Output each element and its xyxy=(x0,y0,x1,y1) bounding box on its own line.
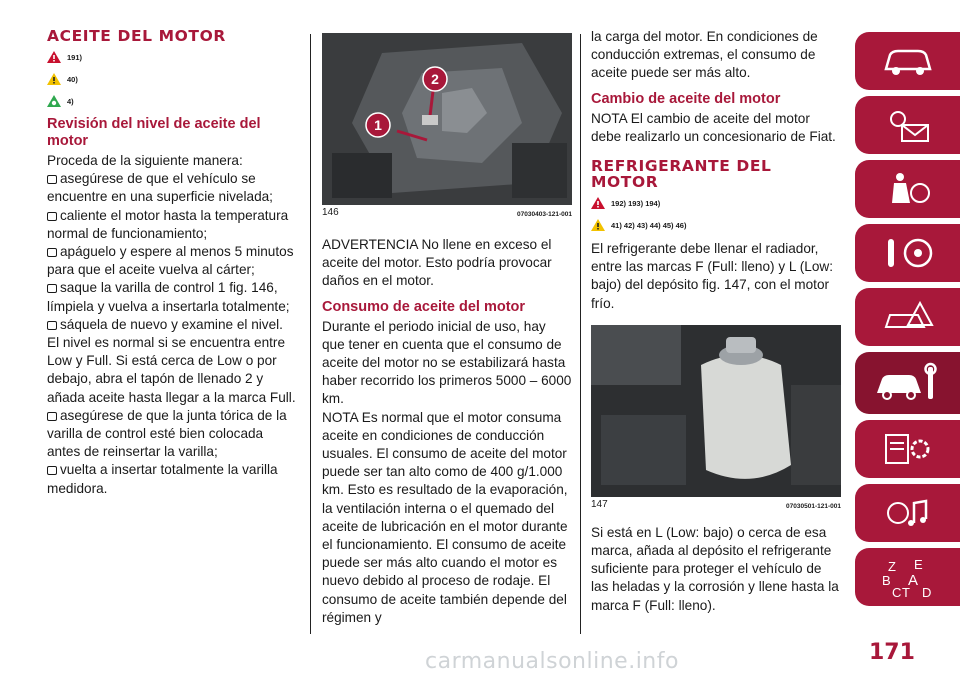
cambio-text: NOTA El cambio de aceite del motor debe realizarlo un concesionario de Fiat. xyxy=(591,110,836,144)
maintenance-icon xyxy=(873,361,943,405)
svg-text:Z: Z xyxy=(887,559,896,574)
svg-text:B: B xyxy=(881,573,891,588)
multimedia-icon xyxy=(878,493,938,533)
tab-index[interactable] xyxy=(855,548,960,606)
warning-triangle-yellow-icon xyxy=(591,219,605,231)
tab-multimedia[interactable] xyxy=(855,484,960,542)
chapter-tabs xyxy=(855,32,960,612)
tab-emergency[interactable] xyxy=(855,288,960,346)
step-item: asegúrese de que el vehículo se encuentre en una superficie nivelada; xyxy=(47,170,297,206)
figure-caption xyxy=(322,207,572,218)
figure-code: 07030403-121-001 xyxy=(517,211,572,218)
warning-red: 191) xyxy=(47,50,297,64)
column-divider xyxy=(310,34,311,634)
coolant-reservoir-illustration xyxy=(591,325,841,497)
figure-147-coolant-photo xyxy=(591,325,841,497)
tab-dashboard-lights[interactable] xyxy=(855,96,960,154)
continuation-text: la carga del motor. En condiciones de conducción extremas, el consumo de aceite puede ser más alto. xyxy=(591,29,818,81)
column-right xyxy=(591,28,841,615)
warning-triangle-red-icon xyxy=(591,197,605,209)
step-item: sáquela de nuevo y examine el nivel. xyxy=(47,316,297,334)
step-item: saque la varilla de control 1 fig. 146, límpiela y vuelva a insertarla totalmente; xyxy=(47,279,297,315)
warning-yellow: 41) 42) 43) 44) 45) 46) xyxy=(591,218,841,232)
figure-code: 07030501-121-001 xyxy=(786,502,841,510)
refri-p1: El refrigerante debe llenar el radiador, entre las marcas F (Full: lleno) y L (Low: bajo) del depósito fig. 147, con el motor frío. xyxy=(591,241,833,311)
column-middle xyxy=(322,33,572,627)
step-item: vuelta a insertar totalmente la varilla medidora. xyxy=(47,461,297,497)
figure-caption xyxy=(591,499,841,510)
svg-text:C: C xyxy=(891,585,901,599)
tab-car[interactable] xyxy=(855,32,960,90)
tab-starting-driving[interactable] xyxy=(855,224,960,282)
emergency-icon xyxy=(878,297,938,337)
tab-maintenance[interactable] xyxy=(855,352,960,414)
step-item: asegúrese de que la junta tórica de la varilla de control esté bien colocada antes de reinsertar la varilla; xyxy=(47,407,297,462)
starting-driving-icon xyxy=(878,233,938,273)
safety-icon xyxy=(878,169,938,209)
figure-number: 147 xyxy=(591,498,608,510)
engine-illustration xyxy=(322,33,572,205)
consumo-p2: NOTA Es normal que el motor consuma aceite en condiciones de conducción usuales. El consumo de aceite del motor puede ser tan alto como de 400 g/1.000 km. Esto es resultado de la evaporación, la ventilación interna o el quemado del aceite de lubricación en el motor durante el funcionamiento. El consumo de aceite puede ser más alto cuando el motor es nuevo debido al proceso de rodaje. El consumo de aceite también depende del régimen y xyxy=(322,409,568,625)
technical-data-icon xyxy=(878,429,938,469)
callout-1: 1 xyxy=(374,117,382,133)
column-divider xyxy=(580,34,581,634)
tab-technical-data[interactable] xyxy=(855,420,960,478)
step-item: caliente el motor hasta la temperatura normal de funcionamiento; xyxy=(47,207,297,243)
car-icon xyxy=(878,41,938,81)
page-number: 171 xyxy=(869,640,915,665)
warning-green: 4) xyxy=(47,94,297,108)
svg-text:E: E xyxy=(913,557,923,572)
consumo-p1: Durante el periodo inicial de uso, hay que tener en cuenta que el consumo de aceite del motor no se estabilizará hasta haber recorrido los primeros 5000 – 6000 km. xyxy=(322,318,572,407)
subsection-title-revision: Revisión del nivel de aceite del motor xyxy=(47,116,261,149)
figure-146-engine-photo xyxy=(322,33,572,205)
watermark: carmanualsonline.info xyxy=(425,649,679,674)
level-text: El nivel es normal si se encuentra entre Low y Full. Si está cerca de Low o por debajo, abra el tapón de llenado 2 y añada aceite hasta llegar a la marca Full. xyxy=(47,335,296,405)
figure-number: 146 xyxy=(322,207,339,218)
section-title-refrigerante: REFRIGERANTE DEL MOTOR xyxy=(591,157,772,192)
intro-text: Proceda de la siguiente manera: xyxy=(47,153,243,168)
column-left xyxy=(47,28,297,498)
svg-text:A: A xyxy=(907,572,918,589)
warning-yellow: 40) xyxy=(47,72,297,86)
warning-red: 192) 193) 194) xyxy=(591,196,841,210)
dashboard-lights-icon xyxy=(878,105,938,145)
subsection-title-consumo: Consumo de aceite del motor xyxy=(322,298,526,315)
warning-triangle-red-icon xyxy=(47,51,61,63)
advertencia-text: ADVERTENCIA No llene en exceso el aceite del motor. Esto podría provocar daños en el motor. xyxy=(322,237,552,289)
index-icon xyxy=(878,555,938,599)
section-title-aceite: ACEITE DEL MOTOR xyxy=(47,27,226,45)
environment-triangle-green-icon xyxy=(47,95,61,107)
warning-triangle-yellow-icon xyxy=(47,73,61,85)
callout-2: 2 xyxy=(431,71,439,87)
step-item: apáguelo y espere al menos 5 minutos para que el aceite vuelva al cárter; xyxy=(47,243,297,279)
subsection-title-cambio: Cambio de aceite del motor xyxy=(591,90,781,107)
tab-safety[interactable] xyxy=(855,160,960,218)
svg-text:T: T xyxy=(901,585,910,599)
svg-text:D: D xyxy=(921,585,931,599)
refri-p2: Si está en L (Low: bajo) o cerca de esa marca, añada al depósito el refrigerante suficiente para proteger el vehículo de las heladas y la corrosión y llene hasta la marca F (Full: lleno). xyxy=(591,524,839,613)
